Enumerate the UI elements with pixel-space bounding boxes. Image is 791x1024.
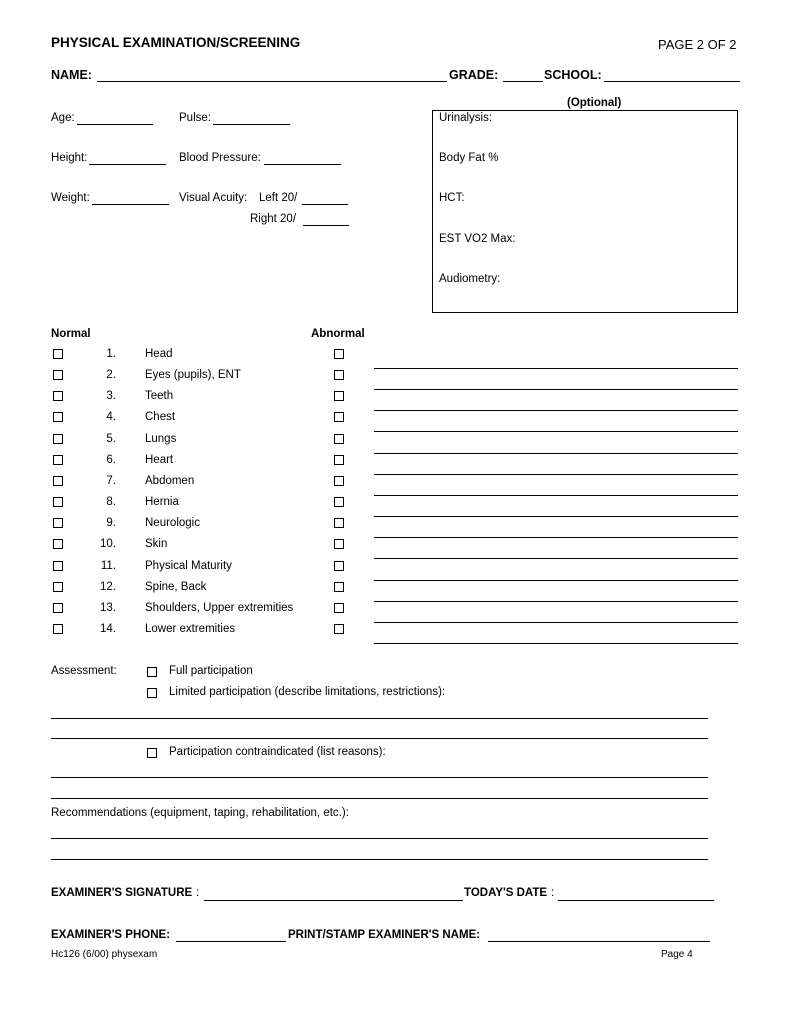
height-label: Height: (51, 152, 88, 164)
abnormal-checkbox[interactable] (334, 455, 344, 465)
exam-item-number: 5. (106, 432, 116, 445)
print-stamp-field[interactable] (488, 941, 710, 942)
date-colon: : (551, 887, 555, 899)
abnormal-checkbox[interactable] (334, 434, 344, 444)
normal-checkbox[interactable] (53, 434, 63, 444)
normal-checkbox[interactable] (53, 539, 63, 549)
signature-colon: : (196, 887, 200, 899)
left-eye-label: Left 20/ (259, 192, 298, 204)
normal-checkbox[interactable] (53, 370, 63, 380)
abnormal-checkbox[interactable] (334, 370, 344, 380)
form-code: Hc126 (6/00) physexam (51, 949, 158, 960)
right-eye-field[interactable] (303, 225, 349, 226)
exam-item-label: Neurologic (145, 517, 200, 530)
left-eye-field[interactable] (302, 204, 348, 205)
abnormal-notes-line[interactable] (374, 389, 738, 390)
pulse-field[interactable] (213, 124, 290, 125)
limited-line-1[interactable] (51, 718, 708, 719)
pulse-label: Pulse: (179, 112, 211, 124)
grade-label: GRADE: (449, 68, 499, 82)
limited-participation-label: Limited participation (describe limitations, restrictions): (169, 686, 446, 698)
grade-field[interactable] (503, 81, 543, 82)
abnormal-header: Abnormal (311, 328, 365, 340)
blood-pressure-field[interactable] (264, 164, 341, 165)
exam-item-number: 13. (100, 601, 116, 614)
normal-checkbox[interactable] (53, 497, 63, 507)
weight-field[interactable] (92, 204, 169, 205)
abnormal-notes-line[interactable] (374, 643, 738, 644)
exam-item-label: Physical Maturity (145, 559, 232, 572)
contraindicated-line-2[interactable] (51, 798, 708, 799)
exam-item-number: 10. (100, 538, 116, 551)
full-participation-label: Full participation (169, 665, 253, 677)
abnormal-notes-line[interactable] (374, 453, 738, 454)
exam-item-number: 2. (106, 369, 116, 382)
exam-item-label: Abdomen (145, 474, 195, 487)
abnormal-checkbox[interactable] (334, 476, 344, 486)
examiner-signature-field[interactable] (204, 900, 463, 901)
abnormal-notes-line[interactable] (374, 431, 738, 432)
exam-item-number: 1. (106, 348, 116, 360)
exam-item-number: 6. (106, 453, 116, 466)
page-title: PHYSICAL EXAMINATION/SCREENING (51, 35, 301, 50)
body-fat-label: Body Fat % (439, 152, 499, 164)
normal-checkbox[interactable] (53, 582, 63, 592)
page-number: Page 4 (661, 949, 693, 960)
contraindicated-line-1[interactable] (51, 777, 708, 778)
normal-checkbox[interactable] (53, 624, 63, 634)
age-field[interactable] (77, 124, 153, 125)
name-field[interactable] (97, 81, 447, 82)
exam-item-label: Teeth (145, 390, 174, 403)
abnormal-checkbox[interactable] (334, 497, 344, 507)
normal-header: Normal (51, 328, 91, 340)
exam-item-label: Lungs (145, 432, 177, 445)
abnormal-notes-line[interactable] (374, 368, 738, 369)
weight-label: Weight: (51, 192, 90, 204)
examiner-signature-label: EXAMINER'S SIGNATURE (51, 887, 193, 899)
exam-item-number: 9. (106, 517, 116, 530)
abnormal-checkbox[interactable] (334, 561, 344, 571)
full-participation-checkbox[interactable] (147, 667, 157, 677)
limited-participation-checkbox[interactable] (147, 688, 157, 698)
exam-item-number: 14. (100, 622, 116, 635)
abnormal-checkbox[interactable] (334, 518, 344, 528)
print-stamp-label: PRINT/STAMP EXAMINER'S NAME: (288, 929, 481, 941)
recommendations-line-2[interactable] (51, 859, 708, 860)
contraindicated-label: Participation contraindicated (list reasons): (169, 746, 386, 758)
exam-item-number: 3. (106, 390, 116, 403)
examiner-phone-field[interactable] (176, 941, 286, 942)
right-eye-label: Right 20/ (250, 213, 297, 225)
exam-item-number: 11. (100, 559, 116, 572)
audiometry-label: Audiometry: (439, 273, 501, 285)
assessment-label: Assessment: (51, 665, 117, 677)
exam-item-label: Chest (145, 411, 176, 424)
exam-item-label: Head (145, 348, 173, 360)
exam-item-label: Skin (145, 538, 168, 551)
abnormal-checkbox[interactable] (334, 391, 344, 401)
exam-item-label: Heart (145, 453, 174, 466)
limited-line-2[interactable] (51, 738, 708, 739)
abnormal-checkbox[interactable] (334, 539, 344, 549)
abnormal-notes-line[interactable] (374, 474, 738, 475)
exam-item-number: 4. (106, 411, 116, 424)
name-label: NAME: (51, 68, 92, 82)
normal-checkbox[interactable] (53, 476, 63, 486)
exam-item-number: 12. (100, 580, 116, 593)
abnormal-notes-line[interactable] (374, 537, 738, 538)
contraindicated-checkbox[interactable] (147, 748, 157, 758)
abnormal-notes-line[interactable] (374, 580, 738, 581)
normal-checkbox[interactable] (53, 603, 63, 613)
school-label: SCHOOL: (544, 68, 602, 82)
abnormal-checkbox[interactable] (334, 349, 344, 359)
page-indicator: PAGE 2 OF 2 (658, 37, 737, 52)
abnormal-notes-line[interactable] (374, 601, 738, 602)
examiner-phone-label: EXAMINER'S PHONE: (51, 929, 171, 941)
blood-pressure-label: Blood Pressure: (179, 152, 261, 164)
exam-item-label: Lower extremities (145, 622, 236, 635)
vo2-max-label: EST VO2 Max: (439, 233, 516, 245)
hct-label: HCT: (439, 192, 465, 204)
urinalysis-label: Urinalysis: (439, 112, 493, 124)
abnormal-checkbox[interactable] (334, 624, 344, 634)
normal-checkbox[interactable] (53, 518, 63, 528)
school-field[interactable] (604, 81, 740, 82)
exam-item-label: Eyes (pupils), ENT (145, 369, 241, 382)
age-label: Age: (51, 112, 75, 124)
todays-date-field[interactable] (558, 900, 714, 901)
exam-item-number: 8. (106, 496, 116, 509)
recommendations-label: Recommendations (equipment, taping, rehabilitation, etc.): (51, 807, 349, 819)
visual-acuity-label: Visual Acuity: (179, 192, 248, 204)
exam-item-label: Hernia (145, 496, 179, 509)
abnormal-checkbox[interactable] (334, 412, 344, 422)
abnormal-checkbox[interactable] (334, 582, 344, 592)
normal-checkbox[interactable] (53, 391, 63, 401)
exam-item-label: Spine, Back (145, 580, 207, 593)
normal-checkbox[interactable] (53, 561, 63, 571)
normal-checkbox[interactable] (53, 349, 63, 359)
abnormal-notes-line[interactable] (374, 516, 738, 517)
height-field[interactable] (89, 164, 166, 165)
optional-heading: (Optional) (567, 97, 622, 109)
normal-checkbox[interactable] (53, 455, 63, 465)
todays-date-label: TODAY'S DATE (464, 887, 548, 899)
exam-item-label: Shoulders, Upper extremities (145, 601, 294, 614)
abnormal-notes-line[interactable] (374, 495, 738, 496)
exam-item-number: 7. (106, 474, 116, 487)
abnormal-notes-line[interactable] (374, 622, 738, 623)
abnormal-notes-line[interactable] (374, 410, 738, 411)
abnormal-notes-line[interactable] (374, 558, 738, 559)
normal-checkbox[interactable] (53, 412, 63, 422)
abnormal-checkbox[interactable] (334, 603, 344, 613)
recommendations-line-1[interactable] (51, 838, 708, 839)
